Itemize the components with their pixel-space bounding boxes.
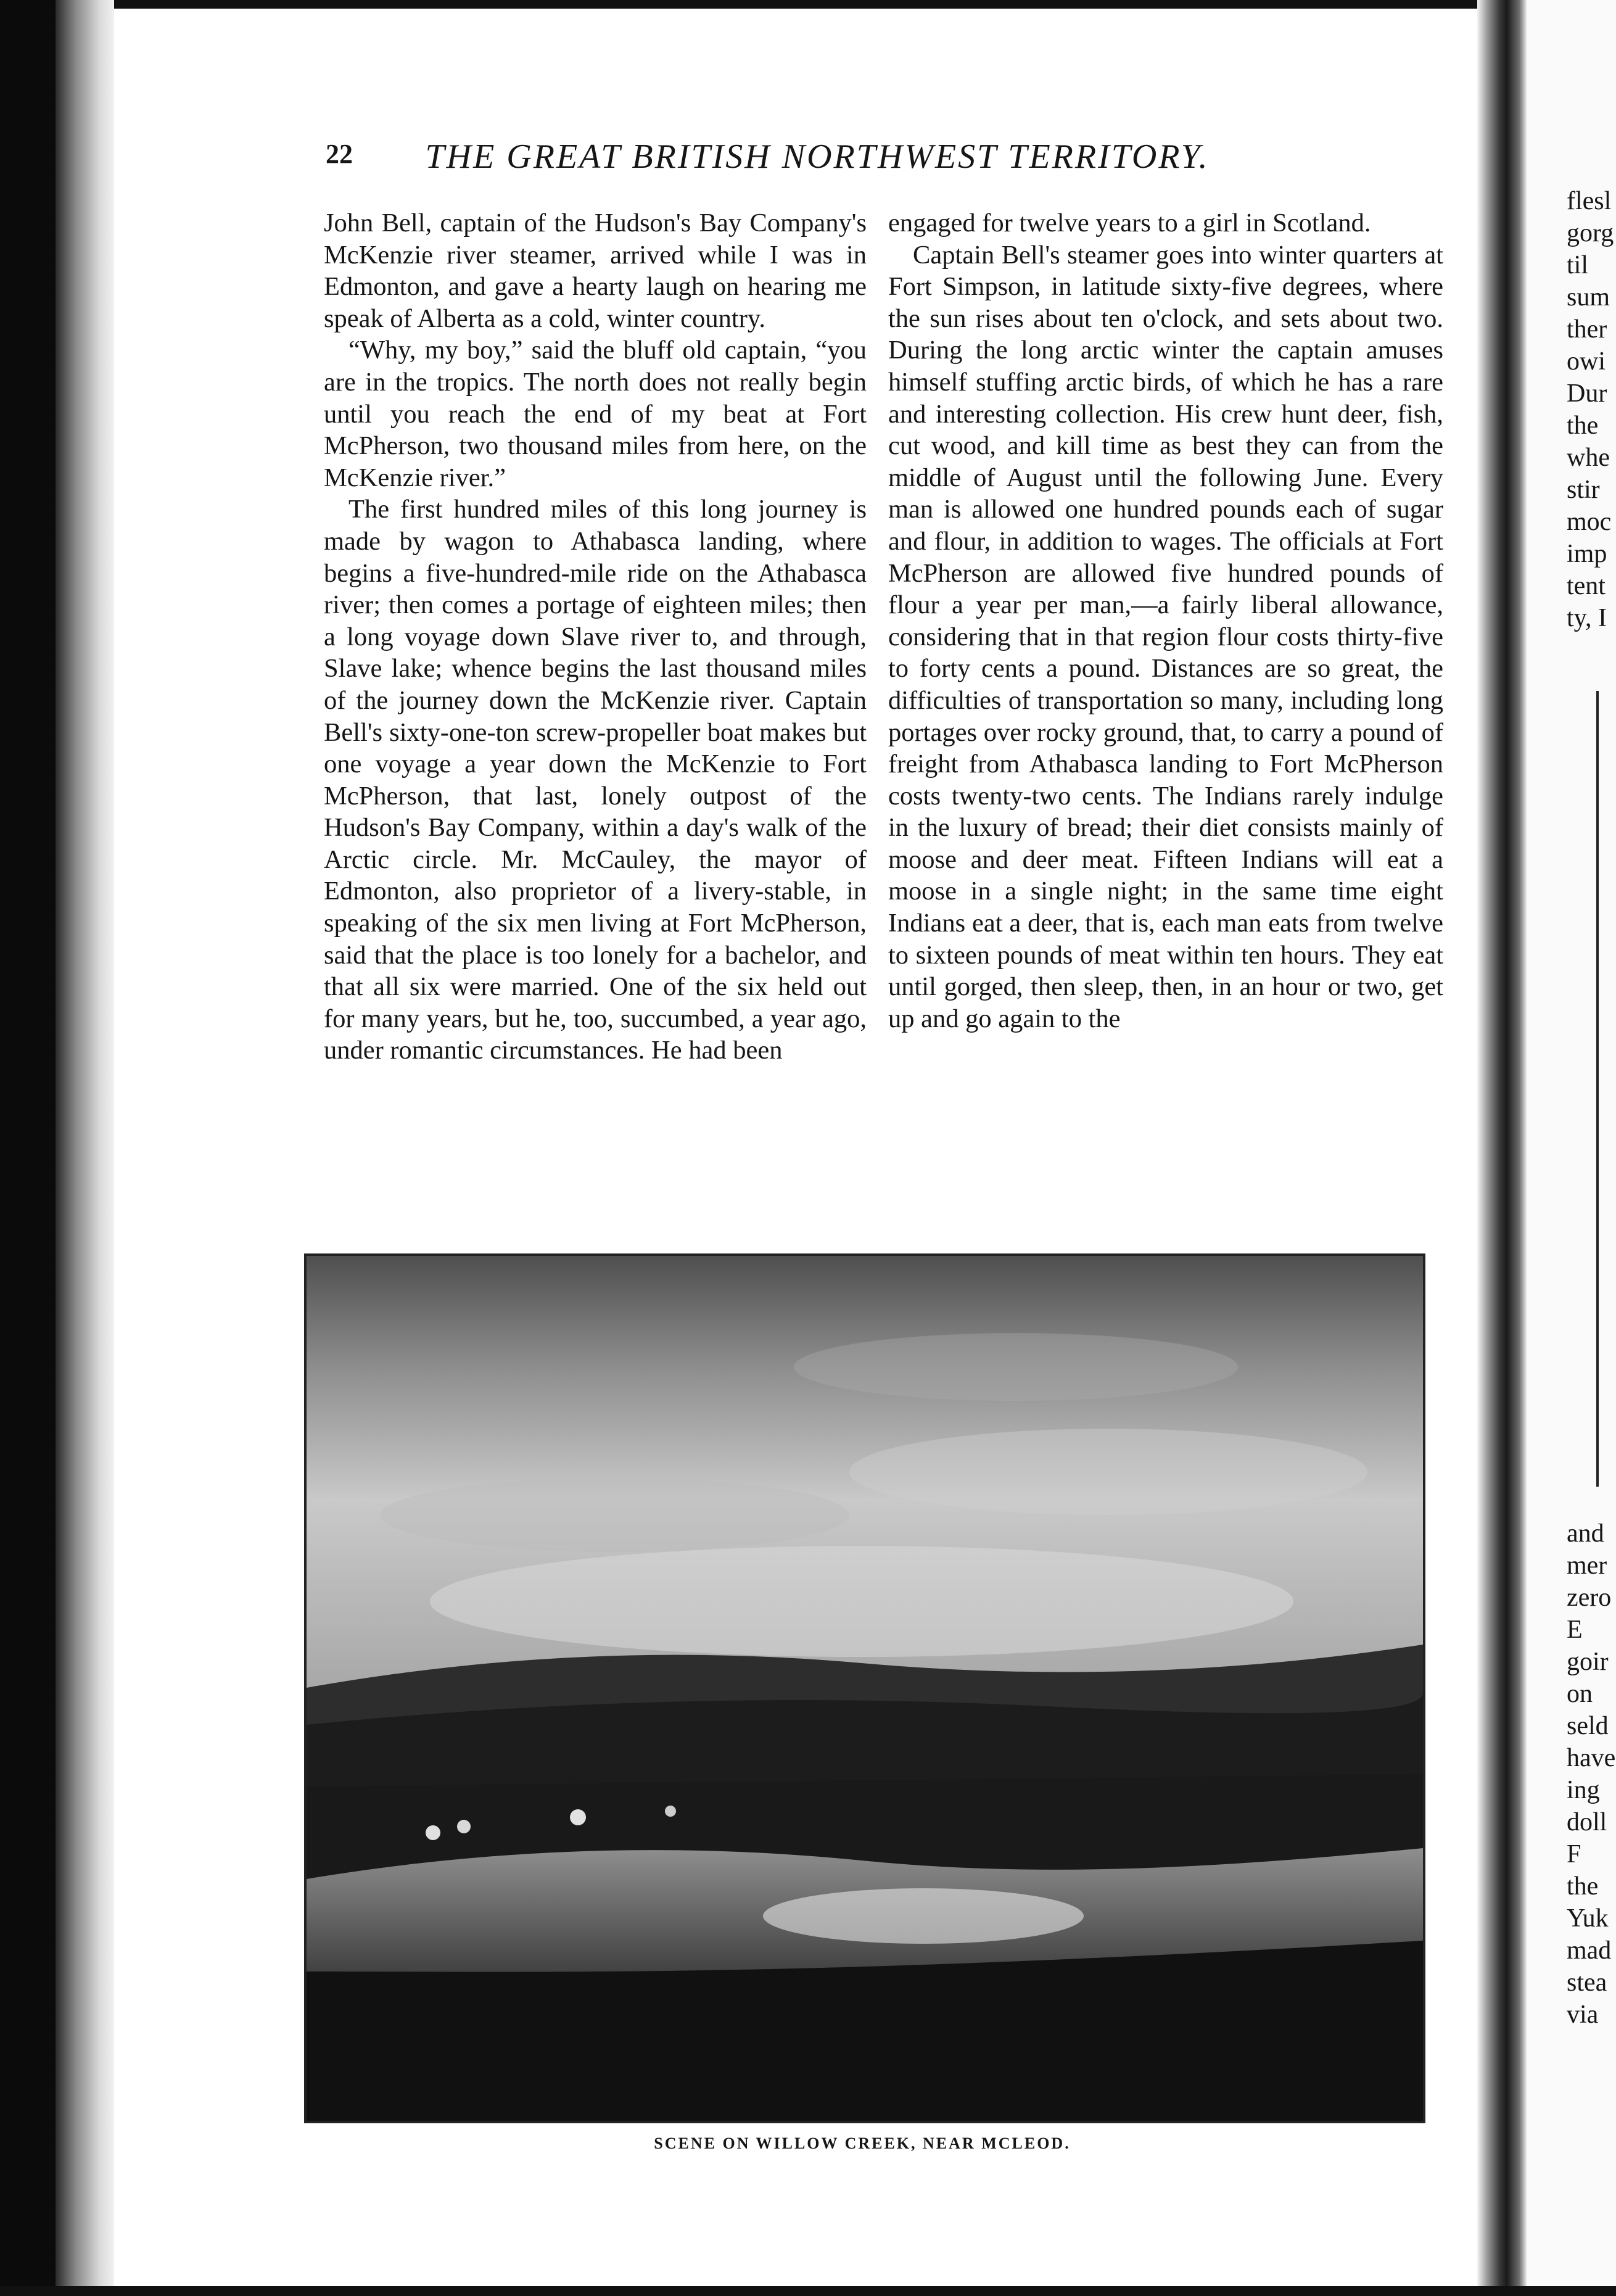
figure-caption: SCENE ON WILLOW CREEK, NEAR MCLEOD.	[654, 2134, 1071, 2152]
facing-page-fragment: via	[1567, 2001, 1599, 2029]
facing-page-fragment: on	[1567, 1680, 1593, 1708]
facing-page-fragment: mer	[1567, 1551, 1607, 1580]
right-column	[888, 207, 1443, 1034]
facing-page-fragment: the	[1567, 411, 1599, 440]
facing-page-fragment: the	[1567, 1872, 1599, 1901]
facing-page-fragment: gorg	[1567, 219, 1614, 247]
facing-page-fragment: moc	[1567, 508, 1612, 536]
landscape-photo	[304, 1253, 1425, 2123]
creek-scene-illustration	[307, 1256, 1423, 2121]
facing-page-fragment: F	[1567, 1840, 1581, 1869]
facing-page-fragment: flesl	[1567, 187, 1612, 215]
paragraph: Captain Bell's steamer goes into winter quarters at Fort Simpson, in latitude sixty-five degrees, where the sun rises about ten o'clock, and sets about two. During the long arctic winter the captain amuses himself stuffing arctic birds, of which he has a rare and interesting collection. His crew hunt deer, fish, cut wood, and kill time as best they can from the middle of August until the following June. Every man is allowed one hundred pounds each of sugar and flour, in addition to wages. The officials at Fort McPherson are allowed five hundred pounds of flour a year per man,—a fairly liberal allowance, considering that in that region flour costs thirty-five to forty cents a pound. Distances are so great, the difficulties of transportation so many, including long portages over rocky ground, that, to carry a pound of freight from Athabasca landing to Fort McPherson costs twenty-two cents. The Indians rarely indulge in the luxury of bread; their diet consists mainly of moose and deer meat. Fifteen Indians will eat a moose in a single night; in the same time eight Indians eat a deer, that is, each man eats from twelve to sixteen pounds of meat within ten hours. They eat until gorged, then sleep, then, in an hour or two, get up and go again to the	[888, 240, 1443, 1033]
facing-page-fragment: owi	[1567, 347, 1606, 376]
facing-page-fragment: Yuk	[1567, 1904, 1609, 1933]
facing-page-fragment: stea	[1567, 1968, 1607, 1997]
facing-page-fragment: doll	[1567, 1808, 1607, 1836]
book-gutter	[1477, 0, 1527, 2296]
facing-page-image-border	[1596, 691, 1599, 1487]
facing-page-fragment: ty, I	[1567, 604, 1607, 632]
paragraph: “Why, my boy,” said the bluff old captain, “you are in the tropics. The north does not really begin until you reach the end of my beat at Fort McPherson, two thousand miles from here, on the McKenzie river.”	[324, 336, 867, 492]
facing-page-fragment: til	[1567, 251, 1589, 279]
facing-page-fragment: mad	[1567, 1936, 1612, 1965]
page-number: 22	[326, 139, 353, 169]
facing-page-fragment: goir	[1567, 1648, 1609, 1676]
facing-page-fragments-bottom	[1567, 1518, 1615, 2031]
scan-bottom-edge	[0, 2286, 1616, 2296]
facing-page-fragment: ing	[1567, 1776, 1600, 1804]
facing-page-fragment: Dur	[1567, 379, 1607, 408]
paragraph: The first hundred miles of this long journey is made by wagon to Athabasca landing, where begins a five-hundred-mile ride on the Athabasca river; then comes a portage of eighteen miles; then a long voyage down Slave river to, and through, Slave lake; whence begins the last thousand miles of the journey down the McKenzie river. Captain Bell's sixty-one-ton screw-propeller boat makes but one voyage a year down the McKenzie to Fort McPherson, that last, lonely outpost of the Hudson's Bay Company, within a day's walk of the Arctic circle. Mr. McCauley, the mayor of Edmonton, also proprietor of a livery-stable, in speaking of the six men living at Fort McPherson, said that the place is too lonely for a bachelor, and that all six were married. One of the six held out for many years, but he, too, succumbed, a year ago, under romantic circumstances. He had been	[324, 495, 867, 1065]
facing-page-fragments-top	[1567, 185, 1614, 634]
facing-page-fragment: E	[1567, 1616, 1583, 1644]
facing-page-fragment: whe	[1567, 444, 1610, 472]
facing-page-fragment: sum	[1567, 283, 1610, 312]
paragraph: engaged for twelve years to a girl in Scotland.	[888, 209, 1371, 237]
facing-page-fragment: and	[1567, 1519, 1604, 1548]
paragraph: John Bell, captain of the Hudson's Bay Company's McKenzie river steamer, arrived while I was in Edmonton, and gave a hearty laugh on hearing me speak of Alberta as a cold, winter country.	[324, 209, 867, 333]
facing-page-fragment: have	[1567, 1744, 1616, 1772]
scan-left-edge	[0, 0, 56, 2296]
facing-page-fragment: zero	[1567, 1584, 1612, 1612]
scan-top-edge	[0, 0, 1616, 9]
left-column	[324, 207, 867, 1067]
facing-page-fragment: stir	[1567, 476, 1600, 504]
facing-page-fragment: seld	[1567, 1712, 1609, 1740]
facing-page-fragment: ther	[1567, 315, 1607, 344]
facing-page-fragment: imp	[1567, 540, 1607, 568]
running-title: THE GREAT BRITISH NORTHWEST TERRITORY.	[425, 138, 1210, 176]
facing-page-fragment: tent	[1567, 572, 1606, 600]
scan-left-gutter	[56, 0, 114, 2296]
